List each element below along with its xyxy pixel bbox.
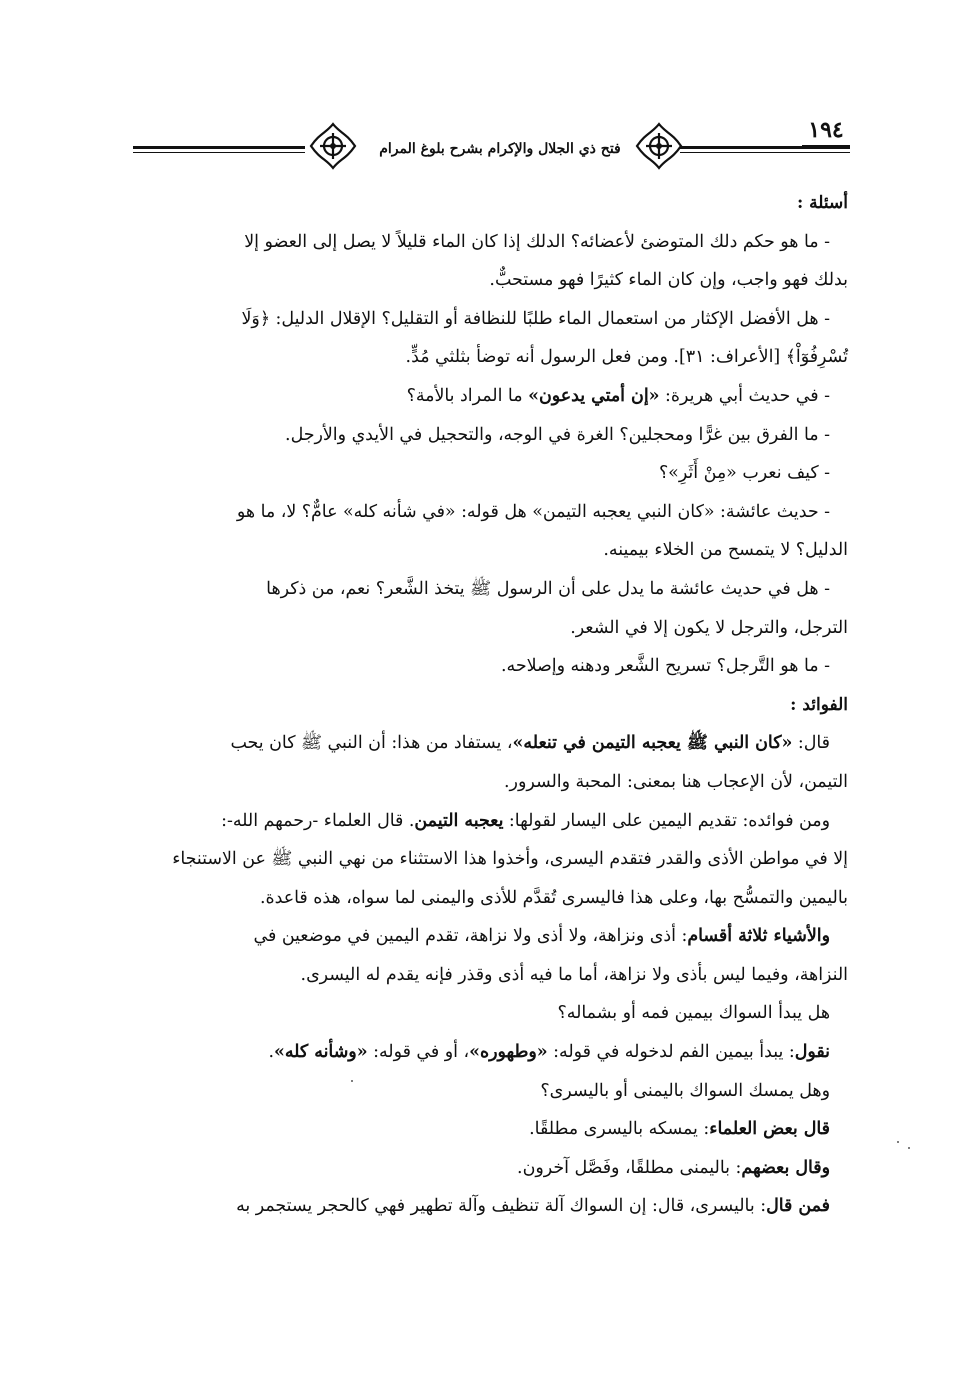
benefit-line: إلا في مواطن الأذى والقدر فتقدم اليسرى، وأخذوا هذا الاستثناء من نهي النبي ﷺ عن الاستنجاء — [172, 849, 848, 870]
questions-heading: أسئلة : — [796, 193, 848, 213]
question-line: - حديث عائشة: «كان النبي يعجبه التيمن» هل قوله: «في شأنه كله» عامٌّ؟ لا، ما هو — [236, 501, 830, 522]
benefit-text: . قال العلماء -رحمهم الله-: — [221, 810, 415, 831]
benefit-keyword: فمن قال — [766, 1196, 830, 1217]
benefit-line: التيمن، لأن الإعجاب هنا بمعنى: المحبة والسرور. — [504, 771, 848, 792]
question-line: تُسْرِفُوٓاْ﴾ [الأعراف: ٣١]. ومن فعل الرسول أنه توضأ بثلثي مُدٍّ. — [405, 347, 848, 368]
scan-speck — [897, 1141, 899, 1143]
question-line — [132, 377, 848, 416]
ornament-right-icon — [634, 121, 684, 171]
benefit-text: : باليمنى مطلقًا، وفَصَّل آخرون. — [517, 1157, 742, 1178]
benefit-line: باليمين والتمسُّح بها، وعلى هذا فاليسرى تُقدَّم للأذى واليمنى لما سواه، هذه قاعدة. — [259, 887, 848, 908]
question-line: - ما الفرق بين غرًّا ومحجلين؟ الغرة في الوجه، والتحجيل في الأيدي والأرجل. — [285, 424, 830, 445]
question-line: الدليل؟ لا يتمسح من الخلاء بيمينه. — [603, 540, 848, 561]
benefit-line — [132, 724, 848, 763]
question-line: - هل الأفضل الإكثار من استعمال الماء طلبًا للنظافة أو التقليل؟ الإقلال الدليل: ﴿وَلَا — [241, 308, 830, 329]
benefit-text: ، أو في قوله: — [367, 1042, 470, 1063]
page-number: ١٩٤ — [802, 117, 850, 143]
benefit-line — [132, 1149, 848, 1188]
question-text: - في حديث أبي هريرة: — [659, 385, 830, 406]
header-rule-left-thin — [133, 152, 305, 153]
question-line: - هل في حديث عائشة ما يدل على أن الرسول ﷺ يتخذ الشَّعر؟ نعم، من ذكرها — [266, 578, 830, 599]
hadith-quote: «وطهوره» — [469, 1042, 548, 1063]
benefit-text: ، يستفاد من هذا: أن النبي ﷺ كان يحب — [230, 733, 513, 754]
hadith-quote: «وشأنه كله» — [273, 1042, 368, 1063]
question-line: بدلك فهو واجب، وإن كان الماء كثيرًا فهو مستحبٌّ. — [489, 270, 848, 291]
benefit-line — [132, 917, 848, 956]
question-line: الترجل، والترجل لا يكون إلا في الشعر. — [570, 617, 848, 638]
ornament-left-icon — [308, 121, 358, 171]
benefit-line — [132, 1187, 848, 1226]
benefit-line: هل يبدأ السواك بيمين فمه أو بشماله؟ — [557, 1003, 830, 1024]
hadith-quote: «إن أمتي يدعون» — [528, 385, 660, 406]
benefit-text: ومن فوائده: تقديم اليمين على اليسار لقولها: — [503, 810, 830, 831]
benefit-text: : أذى ونزاهة، ولا أذى ولا نزاهة، تقدم اليمين في موضعين في — [253, 926, 688, 947]
benefit-line: وهل يمسك السواك باليمنى أو باليسرى؟ — [540, 1080, 830, 1101]
scan-speck — [908, 1147, 910, 1149]
hadith-quote: يعجبه التيمن — [414, 810, 504, 831]
benefit-line: النزاهة، وفيما ليس بأذى ولا نزاهة، أما ما فيه أذى وقذر فإنه يقدم له اليسرى. — [300, 964, 848, 985]
benefits-heading: الفوائد : — [790, 694, 848, 715]
page-body — [132, 184, 848, 1226]
running-title: فتح ذي الجلال والإكرام بشرح بلوغ المرام — [379, 141, 621, 157]
header-rule-right — [680, 146, 850, 149]
hadith-quote: «كان النبي ﷺ يعجبه التيمن في تنعله» — [512, 733, 793, 754]
benefit-text: : باليسرى، قال: إن السواك آلة تنظيف وآلة تطهير فهي كالحجر يستجمر به — [236, 1196, 767, 1217]
question-line: - كيف نعرب «مِنْ أَثَرِ»؟ — [658, 463, 830, 484]
scan-speck — [351, 1080, 353, 1082]
benefit-line — [132, 802, 848, 841]
question-line: - ما هو التَّرجل؟ تسريح الشَّعر ودهنه وإصلاحه. — [501, 656, 830, 677]
header-rule-left — [133, 146, 305, 149]
benefit-keyword: وقال بعضهم — [741, 1157, 830, 1178]
benefit-text: : يبدأ بيمين الفم لدخوله في قوله: — [547, 1042, 795, 1063]
question-text: ما المراد بالأمة؟ — [406, 385, 529, 406]
benefit-line — [132, 1110, 848, 1149]
benefit-keyword: قال بعض العلماء — [709, 1119, 830, 1140]
benefit-keyword: والأشياء ثلاثة أقسام — [687, 926, 830, 947]
header-rule-right-thin — [680, 152, 850, 153]
benefit-keyword: نقول — [794, 1042, 830, 1063]
question-line: - ما هو حكم دلك المتوضئ لأعضائه؟ الدلك إذا كان الماء قليلاً لا يصل إلى العضو إلا — [244, 231, 830, 252]
benefit-text: . — [268, 1042, 274, 1063]
benefit-text: قال: — [792, 733, 830, 754]
benefit-text: : يمسكه باليسرى مطلقًا. — [529, 1119, 710, 1140]
benefit-line — [132, 1033, 848, 1072]
